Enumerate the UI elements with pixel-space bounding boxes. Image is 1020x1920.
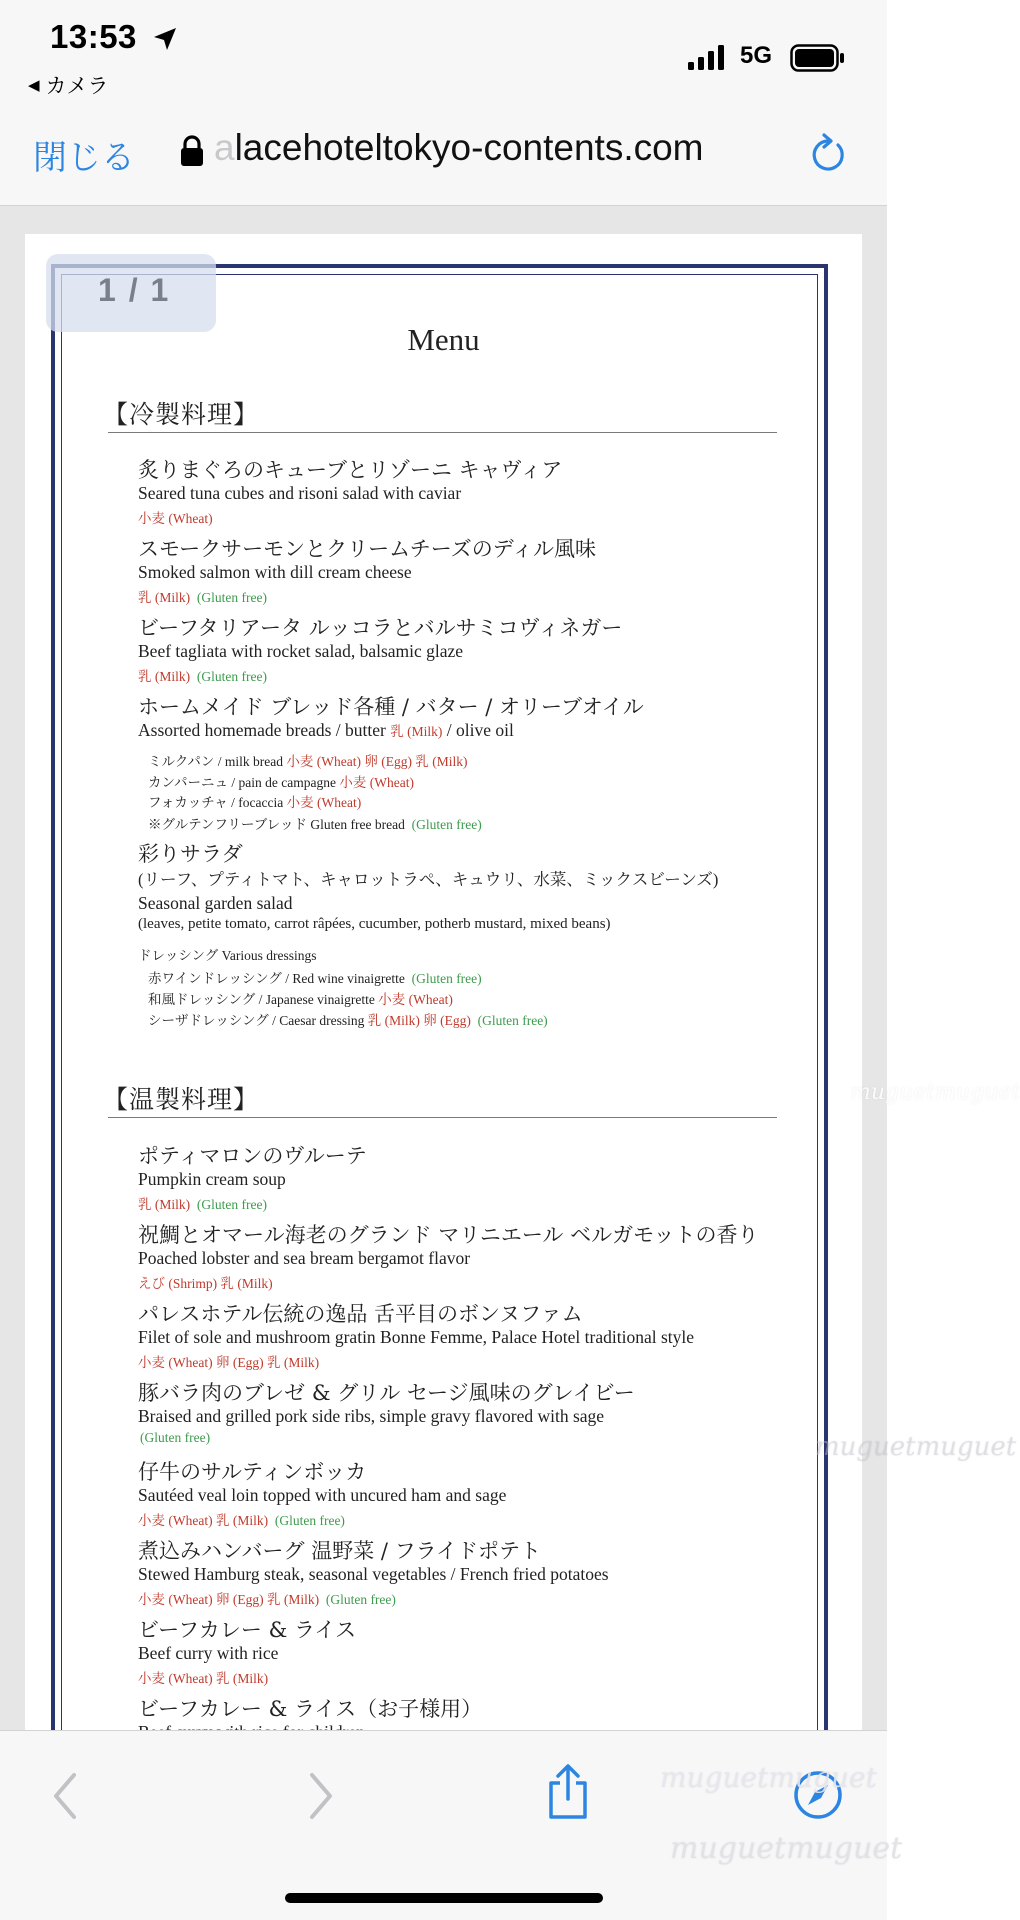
bottom-toolbar <box>0 1730 903 1920</box>
battery-icon <box>790 44 846 72</box>
allergen-line: 小麦 (Wheat) 乳 (Milk) <box>138 1671 269 1686</box>
allergen-line: (Gluten free) <box>140 1430 211 1445</box>
item-en: Filet of sole and mushroom gratin Bonne Femme, Palace Hotel traditional style <box>138 1327 695 1347</box>
watermark: muguetmuguet <box>815 1432 1017 1462</box>
allergen-green: (Gluten free) <box>196 590 267 605</box>
watermark: muguetmuguet <box>660 1761 877 1794</box>
dressing-line: シーザドレッシング / Caesar dressing 乳 (Milk) 卵 (Egg) (Gluten free) <box>148 1013 548 1028</box>
home-indicator[interactable] <box>285 1893 603 1903</box>
back-to-app-button[interactable] <box>28 70 109 100</box>
network-type: 5G <box>740 42 773 69</box>
dressing-line: 赤ワインドレッシング / Red wine vinaigrette (Gluten free) <box>148 971 482 986</box>
allergen-red: 乳 (Milk) <box>138 590 191 605</box>
browser-header <box>0 105 887 206</box>
bread-line: カンパーニュ / pain de campagne 小麦 (Wheat) <box>148 775 414 790</box>
allergen-line <box>138 665 267 685</box>
item-jp: 祝鯛とオマール海老のグランド マリニエール ベルガモットの香り <box>138 1223 759 1247</box>
cellular-signal-icon <box>688 44 728 70</box>
page-number: 1 / 1 <box>98 272 171 308</box>
item-en-sub: (leaves, petite tomato, carrot râpées, cucumber, potherb mustard, mixed beans) <box>138 916 611 932</box>
bread-line: ※グルテンフリーブレッド Gluten free bread (Gluten free) <box>148 817 482 832</box>
allergen-green: (Gluten free) <box>196 669 267 684</box>
bread-en-a: Assorted homemade breads / butter <box>138 720 386 740</box>
item-en: Braised and grilled pork side ribs, simple gravy flavored with sage <box>138 1406 605 1426</box>
item-en: Seared tuna cubes and risoni salad with caviar <box>138 483 462 503</box>
watermark: muguetmuguet <box>850 1080 1020 1105</box>
section-divider <box>108 432 777 433</box>
allergen-line <box>138 507 213 527</box>
section-heading-cold: 【冷製料理】 <box>103 400 260 429</box>
allergen-line: 小麦 (Wheat) 卵 (Egg) 乳 (Milk) (Gluten free) <box>138 1592 396 1607</box>
chevron-right-icon[interactable] <box>306 1771 336 1821</box>
item-en: Pumpkin cream soup <box>138 1169 286 1189</box>
item-jp: ビーフカレー & ライス（お子様用） <box>138 1697 483 1721</box>
item-jp: 炙りまぐろのキューブとリゾーニ キャヴィア <box>138 458 563 482</box>
status-bar <box>0 0 887 105</box>
allergen-line: 小麦 (Wheat) 乳 (Milk) (Gluten free) <box>138 1513 345 1528</box>
back-triangle-icon: ◀ <box>28 77 40 94</box>
lock-icon <box>180 135 204 167</box>
item-jp: 煮込みハンバーグ 温野菜 / フライドポテト <box>138 1539 541 1563</box>
location-arrow-icon <box>152 26 178 52</box>
item-en: Sautéed veal loin topped with uncured ham and sage <box>138 1485 507 1505</box>
allergen-line <box>138 586 267 606</box>
chevron-left-icon[interactable] <box>50 1771 80 1821</box>
item-en <box>138 720 514 741</box>
item-en: Beef curry with rice <box>138 1643 279 1663</box>
item-en: Poached lobster and sea bream bergamot flavor <box>138 1248 471 1268</box>
bread-en-b: / olive oil <box>446 720 514 740</box>
url-address[interactable] <box>214 127 704 169</box>
item-jp: 仔牛のサルティンボッカ <box>138 1460 367 1484</box>
item-en: Seasonal garden salad <box>138 893 293 913</box>
bread-line: ミルクパン / milk bread 小麦 (Wheat) 卵 (Egg) 乳 (Milk) <box>148 754 468 769</box>
allergen-red: 乳 (Milk) <box>390 724 443 739</box>
item-jp: ビーフカレー & ライス <box>138 1618 357 1642</box>
item-en: Stewed Hamburg steak, seasonal vegetables / French fried potatoes <box>138 1564 609 1584</box>
dressing-heading: ドレッシング Various dressings <box>138 948 317 963</box>
status-time: 13:53 <box>50 18 137 55</box>
allergen-line: えび (Shrimp) 乳 (Milk) <box>138 1276 273 1291</box>
item-en: Beef tagliata with rocket salad, balsamic glaze <box>138 641 464 661</box>
item-jp: スモークサーモンとクリームチーズのディル風味 <box>138 537 597 561</box>
back-app-label: カメラ <box>45 75 109 98</box>
item-jp: 豚バラ肉のブレゼ & グリル セージ風味のグレイビー <box>138 1381 635 1405</box>
item-jp-sub: (リーフ、プティトマト、キャロットラペ、キュウリ、水菜、ミックスビーンズ) <box>138 870 719 889</box>
menu-title: Menu <box>407 322 480 357</box>
item-jp: ビーフタリアータ ルッコラとバルサミコヴィネガー <box>138 616 623 640</box>
section-heading-hot: 【温製料理】 <box>103 1085 260 1114</box>
watermark: muguetmuguet <box>670 1831 903 1866</box>
allergen-red: 乳 (Milk) <box>138 669 191 684</box>
item-jp: パレスホテル伝統の逸品 舌平目のボンヌファム <box>138 1302 583 1326</box>
allergen-line: 乳 (Milk) (Gluten free) <box>138 1197 267 1212</box>
close-button[interactable]: 閉じる <box>33 138 135 178</box>
item-jp: ホームメイド ブレッド各種 / バター / オリーブオイル <box>138 695 644 719</box>
page-indicator <box>46 254 216 332</box>
item-en: Smoked salmon with dill cream cheese <box>138 562 412 582</box>
url-faded-prefix: a <box>214 127 235 168</box>
item-jp: ポティマロンのヴルーテ <box>138 1144 367 1168</box>
url-rest: lacehoteltokyo-contents.com <box>234 127 704 168</box>
bread-line: フォカッチャ / focaccia 小麦 (Wheat) <box>148 795 362 810</box>
allergen-line: 小麦 (Wheat) 卵 (Egg) 乳 (Milk) <box>138 1355 320 1370</box>
share-icon[interactable] <box>545 1763 591 1821</box>
reload-icon[interactable] <box>808 133 848 175</box>
section-divider <box>108 1117 777 1118</box>
allergen-red: 小麦 (Wheat) <box>138 511 213 526</box>
item-jp: 彩りサラダ <box>138 842 243 866</box>
dressing-line: 和風ドレッシング / Japanese vinaigrette 小麦 (Wheat) <box>148 992 453 1007</box>
